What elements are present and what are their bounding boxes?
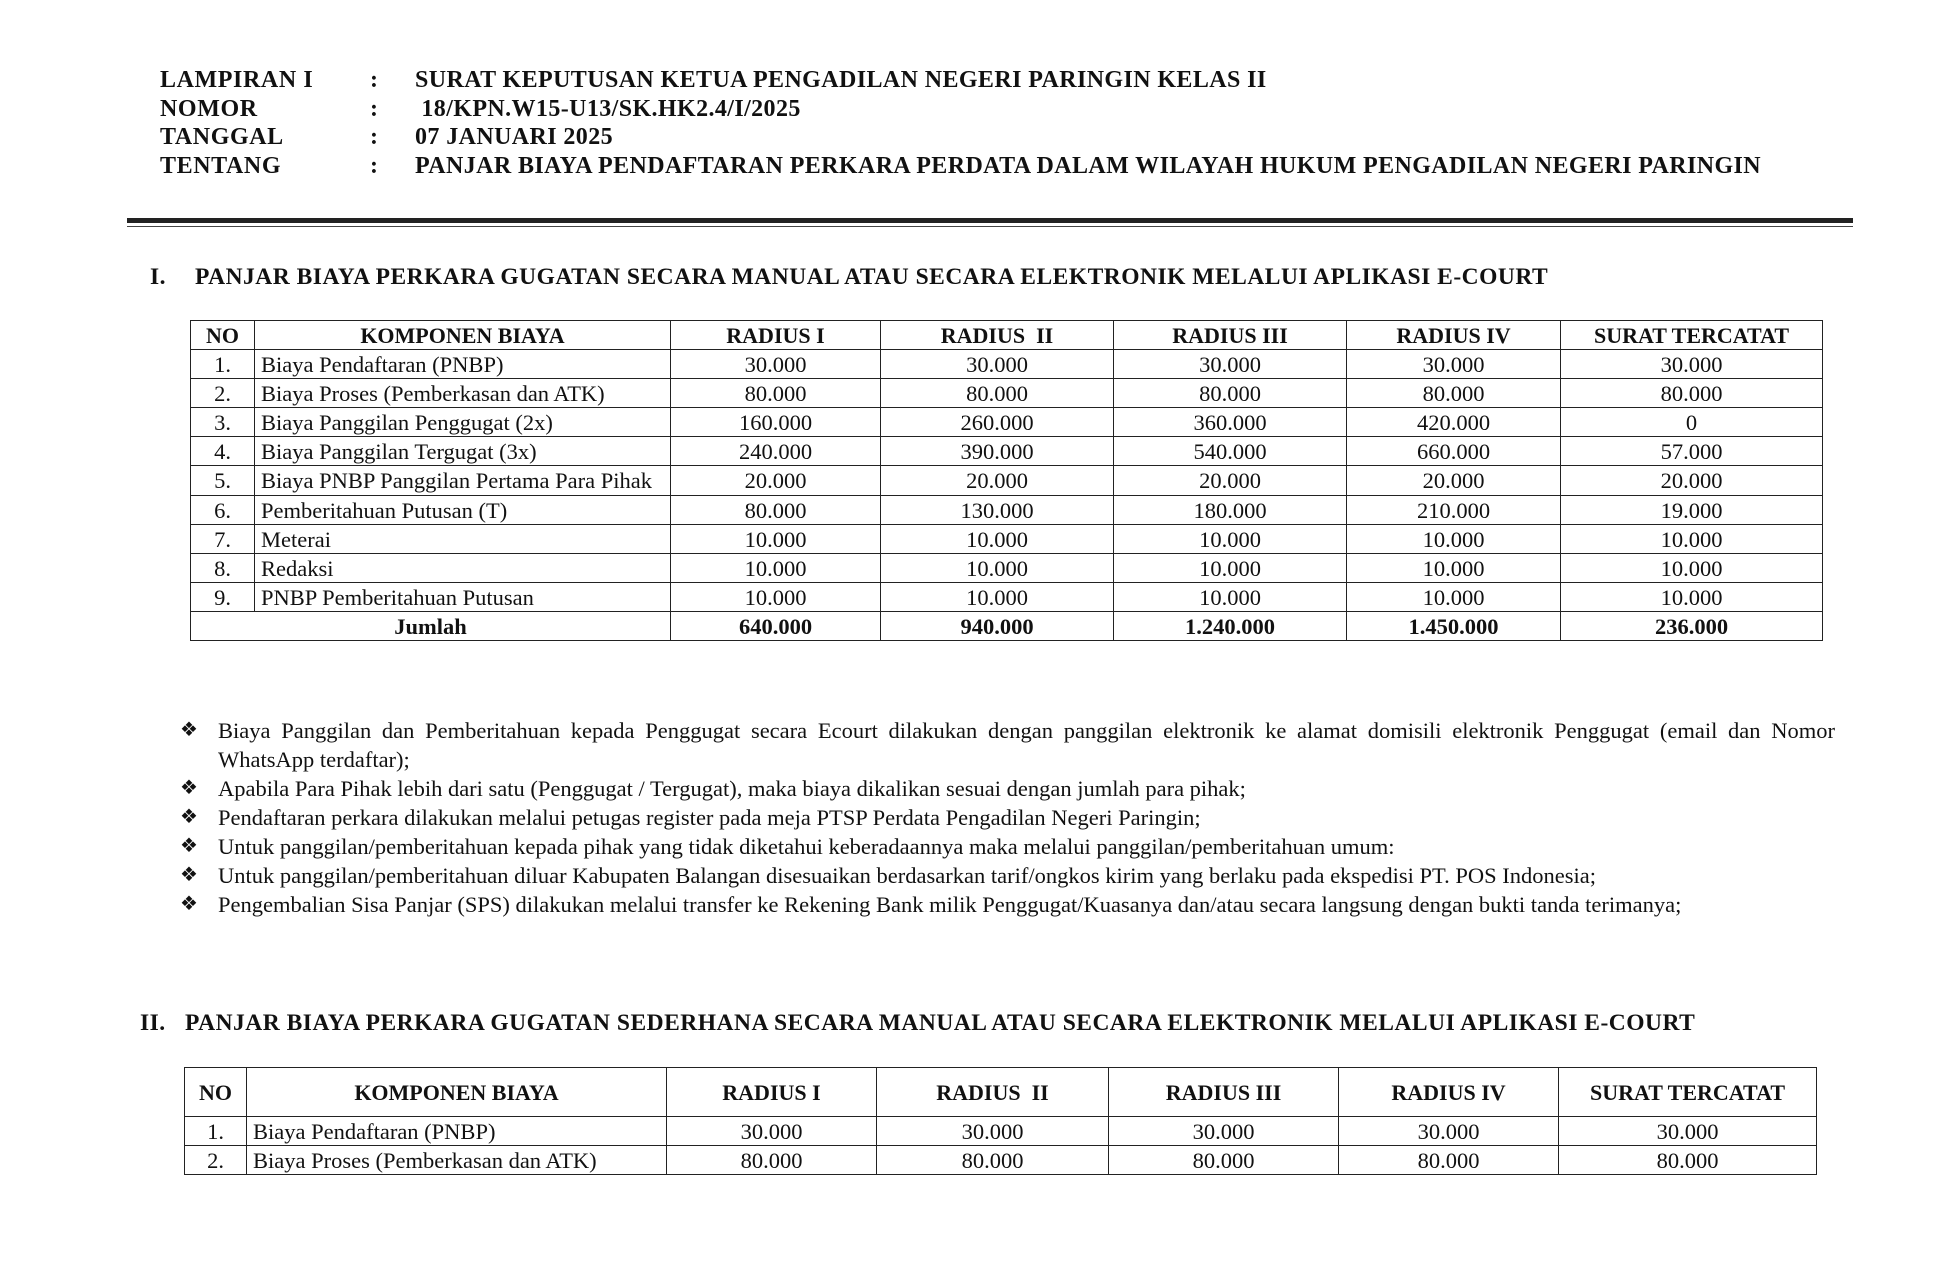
total-amount-cell: 940.000: [881, 612, 1114, 641]
amount-cell: 10.000: [671, 583, 881, 612]
amount-cell: 20.000: [1114, 466, 1347, 496]
row-number-cell: 8.: [191, 554, 255, 583]
component-cell: Biaya Panggilan Penggugat (2x): [255, 408, 671, 437]
amount-cell: 20.000: [1561, 466, 1823, 496]
column-header: RADIUS III: [1109, 1068, 1339, 1117]
total-amount-cell: 640.000: [671, 612, 881, 641]
component-cell: Biaya Panggilan Tergugat (3x): [255, 437, 671, 466]
table-row: [191, 437, 1823, 466]
amount-cell: 20.000: [881, 466, 1114, 496]
component-cell: Biaya Pendaftaran (PNBP): [247, 1117, 667, 1146]
total-label-cell: Jumlah: [191, 612, 671, 641]
table-body: [185, 1117, 1817, 1175]
header-row-tentang: [160, 152, 1761, 181]
table-row: [191, 350, 1823, 379]
amount-cell: 360.000: [1114, 408, 1347, 437]
amount-cell: 30.000: [671, 350, 881, 379]
component-cell: Pemberitahuan Putusan (T): [255, 496, 671, 525]
component-cell: PNBP Pemberitahuan Putusan: [255, 583, 671, 612]
note-item: [180, 832, 1835, 861]
note-text: Apabila Para Pihak lebih dari satu (Penggugat / Tergugat), maka biaya dikalikan sesuai dengan jumlah para pihak;: [218, 776, 1246, 801]
table-row: [191, 466, 1823, 496]
component-cell: Biaya Pendaftaran (PNBP): [255, 350, 671, 379]
row-number-cell: 5.: [191, 466, 255, 496]
table-row: [191, 408, 1823, 437]
section-title-text: PANJAR BIAYA PERKARA GUGATAN SECARA MANUAL ATAU SECARA ELEKTRONIK MELALUI APLIKASI E-COURT: [195, 264, 1549, 290]
diamond-bullet-icon: ❖: [180, 806, 198, 828]
header-divider: [127, 218, 1853, 223]
header-label: TENTANG: [160, 152, 282, 179]
column-header: RADIUS IV: [1347, 321, 1561, 350]
note-text: Pendaftaran perkara dilakukan melalui petugas register pada meja PTSP Perdata Pengadilan Negeri Paringin;: [218, 805, 1201, 830]
total-amount-cell: 1.240.000: [1114, 612, 1347, 641]
note-text: Untuk panggilan/pemberitahuan diluar Kabupaten Balangan disesuaikan berdasarkan tarif/ongkos kirim yang berlaku pada ekspedisi PT. POS Indonesia;: [218, 863, 1596, 888]
column-header: RADIUS IV: [1339, 1068, 1559, 1117]
column-header: NO: [185, 1068, 247, 1117]
amount-cell: 10.000: [1114, 583, 1347, 612]
amount-cell: 10.000: [1114, 554, 1347, 583]
column-header: KOMPONEN BIAYA: [255, 321, 671, 350]
header-label: NOMOR: [160, 95, 258, 122]
diamond-bullet-icon: ❖: [180, 777, 198, 799]
row-number-cell: 1.: [191, 350, 255, 379]
header-value: 07 JANUARI 2025: [415, 124, 613, 150]
table-row: [191, 496, 1823, 525]
notes-list: [180, 716, 1835, 919]
note-text: Pengembalian Sisa Panjar (SPS) dilakukan melalui transfer ke Rekening Bank milik Penggugat/Kuasanya dan/atau secara langsung dengan bukti tanda terimanya;: [218, 892, 1682, 917]
amount-cell: 130.000: [881, 496, 1114, 525]
amount-cell: 30.000: [877, 1117, 1109, 1146]
amount-cell: 80.000: [877, 1146, 1109, 1175]
total-amount-cell: 1.450.000: [1347, 612, 1561, 641]
section-number: I.: [150, 264, 167, 290]
amount-cell: 80.000: [1339, 1146, 1559, 1175]
section-1-title: [150, 264, 1548, 291]
amount-cell: 160.000: [671, 408, 881, 437]
amount-cell: 80.000: [1347, 379, 1561, 408]
table-header-row: [185, 1068, 1817, 1117]
row-number-cell: 4.: [191, 437, 255, 466]
component-cell: Redaksi: [255, 554, 671, 583]
amount-cell: 10.000: [1114, 525, 1347, 554]
note-item: [180, 716, 1835, 774]
header-colon: :: [370, 67, 378, 93]
diamond-bullet-icon: ❖: [180, 864, 198, 886]
component-cell: Biaya Proses (Pemberkasan dan ATK): [255, 379, 671, 408]
amount-cell: 80.000: [1114, 379, 1347, 408]
table-row: [191, 379, 1823, 408]
header-value: PANJAR BIAYA PENDAFTARAN PERKARA PERDATA DALAM WILAYAH HUKUM PENGADILAN NEGERI PARINGIN: [415, 152, 1762, 179]
note-item: [180, 890, 1835, 919]
section-number: II.: [140, 1010, 166, 1036]
amount-cell: 30.000: [1347, 350, 1561, 379]
amount-cell: 180.000: [1114, 496, 1347, 525]
column-header: RADIUS III: [1114, 321, 1347, 350]
amount-cell: 10.000: [671, 525, 881, 554]
table-header-row: [191, 321, 1823, 350]
fee-table-1: [190, 320, 1823, 641]
header-label: LAMPIRAN I: [160, 67, 314, 93]
component-cell: Biaya Proses (Pemberkasan dan ATK): [247, 1146, 667, 1175]
diamond-bullet-icon: ❖: [180, 719, 198, 741]
total-row: [191, 612, 1823, 641]
amount-cell: 80.000: [881, 379, 1114, 408]
amount-cell: 10.000: [1347, 554, 1561, 583]
column-header: SURAT TERCATAT: [1559, 1068, 1817, 1117]
amount-cell: 10.000: [1561, 525, 1823, 554]
amount-cell: 390.000: [881, 437, 1114, 466]
amount-cell: 30.000: [1109, 1117, 1339, 1146]
amount-cell: 30.000: [1114, 350, 1347, 379]
amount-cell: 80.000: [671, 496, 881, 525]
header-colon: :: [370, 124, 378, 150]
column-header: KOMPONEN BIAYA: [247, 1068, 667, 1117]
header-colon: :: [370, 95, 378, 122]
amount-cell: 540.000: [1114, 437, 1347, 466]
amount-cell: 80.000: [667, 1146, 877, 1175]
header-label: TANGGAL: [160, 124, 284, 150]
fee-table-2: [184, 1067, 1817, 1175]
note-text: Untuk panggilan/pemberitahuan kepada pihak yang tidak diketahui keberadaannya maka melalui panggilan/pemberitahuan umum:: [218, 834, 1395, 859]
row-number-cell: 2.: [185, 1146, 247, 1175]
header-value: SURAT KEPUTUSAN KETUA PENGADILAN NEGERI PARINGIN KELAS II: [415, 67, 1267, 93]
table-row: [191, 525, 1823, 554]
amount-cell: 420.000: [1347, 408, 1561, 437]
row-number-cell: 1.: [185, 1117, 247, 1146]
component-cell: Meterai: [255, 525, 671, 554]
amount-cell: 10.000: [881, 525, 1114, 554]
table-row: [191, 554, 1823, 583]
amount-cell: 10.000: [1561, 583, 1823, 612]
note-text: Biaya Panggilan dan Pemberitahuan kepada Penggugat secara Ecourt dilakukan dengan panggilan elektronik ke alamat domisili elektronik Penggugat (email dan Nomor WhatsApp terdaftar);: [218, 718, 1835, 772]
amount-cell: 10.000: [671, 554, 881, 583]
header-row-tanggal: [160, 123, 1761, 152]
amount-cell: 30.000: [1561, 350, 1823, 379]
column-header: RADIUS I: [667, 1068, 877, 1117]
column-header: RADIUS II: [881, 321, 1114, 350]
amount-cell: 30.000: [881, 350, 1114, 379]
amount-cell: 210.000: [1347, 496, 1561, 525]
document-header: [160, 66, 1761, 180]
amount-cell: 10.000: [1561, 554, 1823, 583]
amount-cell: 30.000: [1339, 1117, 1559, 1146]
header-row-lampiran: [160, 66, 1761, 95]
column-header: RADIUS I: [671, 321, 881, 350]
diamond-bullet-icon: ❖: [180, 893, 198, 915]
note-item: [180, 861, 1835, 890]
amount-cell: 80.000: [671, 379, 881, 408]
amount-cell: 20.000: [671, 466, 881, 496]
column-header: NO: [191, 321, 255, 350]
amount-cell: 10.000: [1347, 583, 1561, 612]
amount-cell: 20.000: [1347, 466, 1561, 496]
section-2-title: [140, 1010, 1695, 1037]
table-body: [191, 350, 1823, 641]
total-amount-cell: 236.000: [1561, 612, 1823, 641]
column-header: SURAT TERCATAT: [1561, 321, 1823, 350]
header-row-nomor: [160, 95, 1761, 124]
note-item: [180, 774, 1835, 803]
amount-cell: 57.000: [1561, 437, 1823, 466]
amount-cell: 0: [1561, 408, 1823, 437]
table-row: [185, 1117, 1817, 1146]
table-row: [191, 583, 1823, 612]
note-item: [180, 803, 1835, 832]
amount-cell: 260.000: [881, 408, 1114, 437]
header-value: 18/KPN.W15-U13/SK.HK2.4/I/2025: [415, 95, 801, 122]
row-number-cell: 6.: [191, 496, 255, 525]
component-cell: Biaya PNBP Panggilan Pertama Para Pihak: [255, 466, 671, 496]
amount-cell: 30.000: [667, 1117, 877, 1146]
diamond-bullet-icon: ❖: [180, 835, 198, 857]
header-divider-thin: [127, 226, 1853, 227]
row-number-cell: 9.: [191, 583, 255, 612]
header-colon: :: [370, 152, 378, 179]
amount-cell: 240.000: [671, 437, 881, 466]
amount-cell: 660.000: [1347, 437, 1561, 466]
amount-cell: 80.000: [1559, 1146, 1817, 1175]
amount-cell: 30.000: [1559, 1117, 1817, 1146]
amount-cell: 10.000: [881, 554, 1114, 583]
amount-cell: 80.000: [1109, 1146, 1339, 1175]
amount-cell: 80.000: [1561, 379, 1823, 408]
section-title-text: PANJAR BIAYA PERKARA GUGATAN SEDERHANA SECARA MANUAL ATAU SECARA ELEKTRONIK MELALUI APLIKASI E-COURT: [185, 1010, 1696, 1036]
column-header: RADIUS II: [877, 1068, 1109, 1117]
row-number-cell: 3.: [191, 408, 255, 437]
amount-cell: 10.000: [1347, 525, 1561, 554]
amount-cell: 19.000: [1561, 496, 1823, 525]
row-number-cell: 7.: [191, 525, 255, 554]
row-number-cell: 2.: [191, 379, 255, 408]
amount-cell: 10.000: [881, 583, 1114, 612]
table-row: [185, 1146, 1817, 1175]
